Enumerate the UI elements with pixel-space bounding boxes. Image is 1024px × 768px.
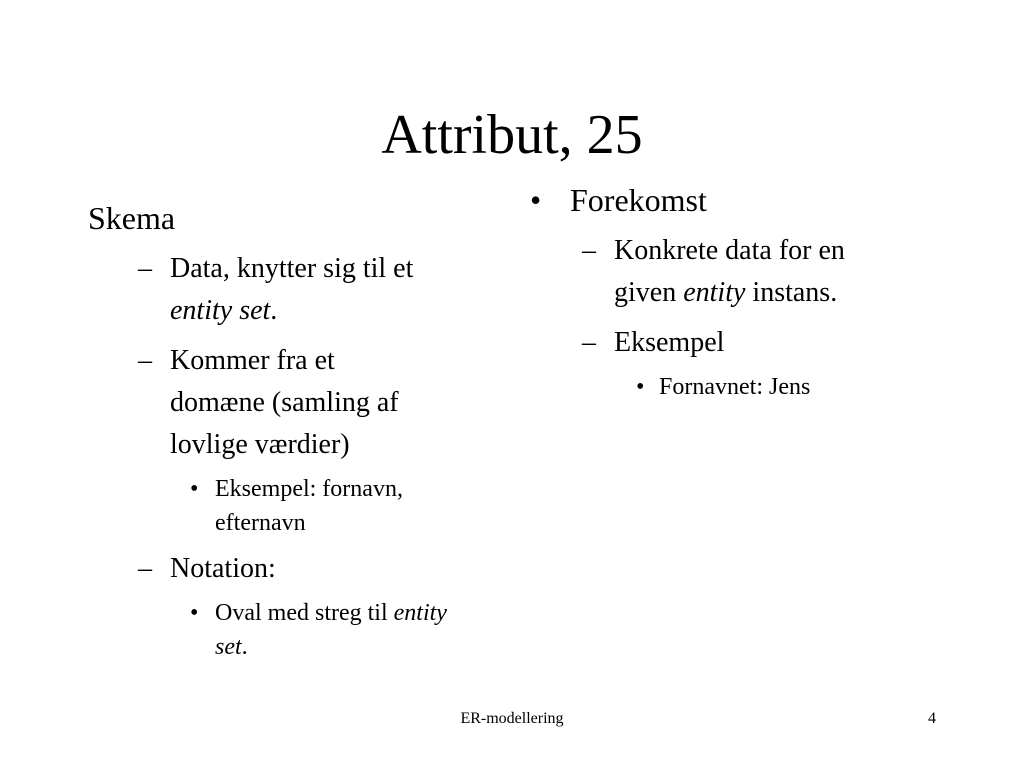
right-item-example (0, 322, 970, 364)
right-item-concrete-post: instans. (745, 277, 838, 308)
right-item-concrete-em: entity (683, 277, 746, 308)
bullet-mark: • (190, 600, 199, 626)
right-item-concrete-line1: Konkrete data for en (614, 235, 845, 266)
dash-mark: – (582, 327, 596, 358)
dash-mark: – (138, 345, 152, 376)
left-item-notation-text: Notation: (170, 553, 276, 584)
right-subitem-firstname (0, 370, 970, 404)
right-item-example-text: Eksempel (614, 327, 725, 358)
left-subitem-example (0, 472, 518, 540)
right-column (530, 178, 970, 404)
left-item-domain-line2: domæne (samling af (170, 387, 399, 418)
right-subitem-firstname-text: Fornavnet: Jens (659, 374, 811, 400)
page-number: 4 (928, 710, 936, 727)
left-heading: Skema (88, 200, 176, 236)
left-item-data-tail: . (270, 295, 278, 326)
left-subitem-example-line1: Eksempel: fornavn, (215, 476, 403, 502)
right-item-concrete (0, 230, 970, 314)
left-subitem-example-line2: efternavn (215, 510, 306, 536)
left-item-data-line1: Data, knytter sig til et (170, 253, 414, 284)
left-subitem-oval-em2: set (215, 634, 242, 660)
dash-mark: – (582, 235, 596, 266)
bullet-mark: • (190, 476, 199, 502)
right-item-concrete-pre: given (614, 277, 684, 308)
footer-title: ER-modellering (460, 710, 564, 727)
left-subitem-oval (0, 596, 518, 664)
left-item-domain-line1: Kommer fra et (170, 345, 335, 376)
left-subitem-oval-text: Oval med streg til (215, 600, 394, 626)
dash-mark: – (138, 553, 152, 584)
left-subitem-oval-em1: entity (393, 600, 447, 626)
bullet-mark: • (530, 182, 542, 218)
left-subitem-oval-tail: . (241, 634, 248, 660)
slide-title: Attribut, 25 (381, 104, 643, 166)
right-heading (530, 178, 970, 222)
right-heading-text: Forekomst (570, 182, 707, 218)
left-item-notation (0, 548, 518, 590)
left-item-data-em: entity set (170, 295, 271, 326)
bullet-mark: • (636, 374, 645, 400)
left-item-domain-line3: lovlige værdier) (170, 429, 350, 460)
dash-mark: – (138, 253, 152, 284)
